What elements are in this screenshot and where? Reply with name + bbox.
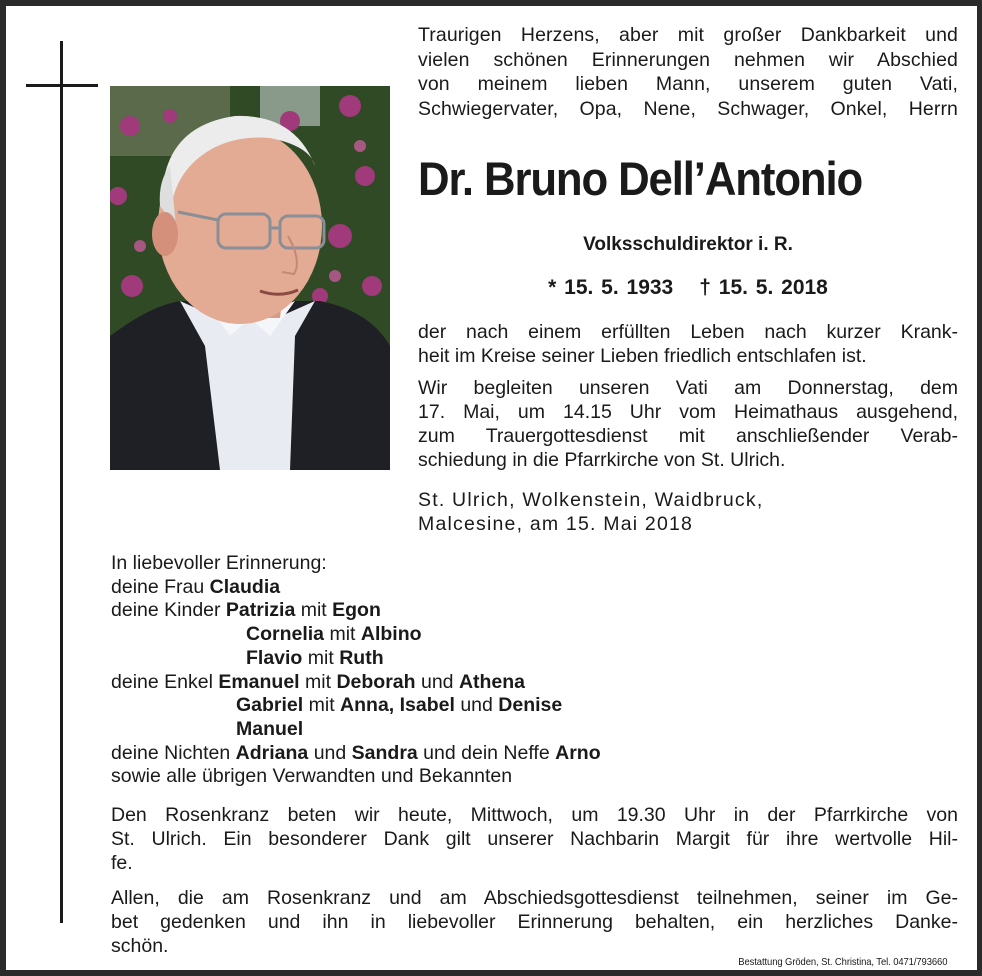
- mourner-children-2: [111, 623, 811, 647]
- mourner-grandchildren-3: [111, 718, 811, 742]
- mourner-name: Sandra: [351, 741, 418, 764]
- mourner-name: Gabriel: [236, 694, 304, 717]
- deceased-name: Dr. Bruno Dell’Antonio: [418, 152, 863, 205]
- paragraph-line: St. Ulrich, Wolkenstein, Waidbruck,: [418, 489, 764, 511]
- paragraph-line: Allen, die am Rosenkranz und am Abschiedsgottesdienst teilnehmen, seiner im Ge-: [111, 887, 958, 909]
- paragraph-line: Den Rosenkranz beten wir heute, Mittwoch, um 19.30 Uhr in der Pfarrkirche von: [111, 804, 958, 826]
- mourner-name: Athena: [458, 670, 526, 693]
- connector: und: [415, 670, 459, 693]
- mourner-name: Egon: [332, 599, 381, 622]
- paragraph-line: fe.: [111, 852, 133, 874]
- mourners-heading: In liebevoller Erinnerung:: [111, 552, 327, 574]
- birth-date: * 15. 5. 1933: [548, 276, 674, 299]
- relation-label: deine Kinder: [111, 599, 226, 622]
- relation-label: deine Enkel: [111, 670, 219, 693]
- mourner-grandchildren-2: [111, 694, 811, 718]
- portrait-illustration: [110, 86, 390, 470]
- mourner-nieces: [111, 742, 811, 766]
- deceased-role: Volksschuldirektor i. R.: [583, 234, 793, 255]
- paragraph-line: 17. Mai, um 14.15 Uhr vom Heimathaus ausgehend,: [418, 401, 958, 423]
- paragraph-line: Wir begleiten unseren Vati am Donnerstag, dem: [418, 377, 958, 399]
- mourner-name: Albino: [360, 623, 422, 646]
- death-date: † 15. 5. 2018: [699, 276, 828, 299]
- thanks-paragraph: [111, 886, 958, 958]
- connector: mit: [299, 670, 337, 693]
- passing-paragraph: [418, 320, 958, 368]
- connector: mit: [295, 599, 333, 622]
- intro-line: von meinem lieben Mann, unserem guten Vati,: [418, 73, 958, 95]
- rosary-paragraph: [111, 803, 958, 875]
- paragraph-line: St. Ulrich. Ein besonderer Dank gilt unserer Nachbarin Margit für ihre wertvolle Hil-: [111, 828, 958, 850]
- mourner-name: Cornelia: [246, 623, 325, 646]
- mourners-list: [111, 552, 811, 789]
- connector: und: [308, 741, 352, 764]
- paragraph-line: Malcesine, am 15. Mai 2018: [418, 513, 694, 535]
- relation-label: deine Nichten: [111, 741, 236, 764]
- intro-line: Schwiegervater, Opa, Nene, Schwager, Onkel, Herrn: [418, 97, 958, 120]
- funeral-home-credit: Bestattung Gröden, St. Christina, Tel. 0471/793660: [737, 956, 947, 968]
- mourner-name: Arno: [555, 741, 601, 764]
- mourner-name: Manuel: [236, 717, 304, 740]
- paragraph-line: heit im Kreise seiner Lieben friedlich entschlafen ist.: [418, 345, 867, 367]
- portrait-photo: [110, 86, 390, 470]
- paragraph-line: bet gedenken und ihn in liebevoller Erinnerung behalten, ein herzliches Danke-: [111, 911, 958, 933]
- funeral-paragraph: [418, 376, 958, 472]
- mourner-name: Flavio: [246, 646, 303, 669]
- paragraph-line: zum Trauergottesdienst mit anschließender Verab-: [418, 425, 958, 447]
- cross-icon: [60, 41, 63, 923]
- mourner-name: Deborah: [336, 670, 416, 693]
- relation-label: und dein Neffe: [417, 741, 556, 764]
- mourner-others: sowie alle übrigen Verwandten und Bekannten: [111, 765, 513, 788]
- mourner-name: Emanuel: [218, 670, 300, 693]
- mourner-grandchildren-1: [111, 671, 811, 695]
- paragraph-line: der nach einem erfüllten Leben nach kurzer Krank-: [418, 321, 958, 343]
- connector: mit: [303, 694, 341, 717]
- place-date-paragraph: [418, 488, 958, 536]
- mourner-name: Claudia: [209, 575, 281, 598]
- connector: und: [454, 694, 499, 717]
- cross-icon-bar: [26, 84, 98, 87]
- mourner-children-1: [111, 599, 811, 623]
- connector: mit: [302, 646, 340, 669]
- life-dates: [418, 274, 958, 302]
- paragraph-line: schön.: [111, 935, 169, 957]
- mourner-name: Denise: [498, 694, 563, 717]
- relation-label: deine Frau: [111, 575, 210, 598]
- mourner-children-3: [111, 647, 811, 671]
- intro-text: [418, 23, 958, 121]
- mourner-name: Anna, Isabel: [340, 694, 455, 717]
- mourner-name: Adriana: [235, 741, 309, 764]
- mourner-name: Patrizia: [225, 599, 296, 622]
- mourner-wife: [111, 576, 811, 600]
- intro-line: vielen schönen Erinnerungen nehmen wir Abschied: [418, 48, 958, 71]
- mourner-name: Ruth: [339, 646, 384, 669]
- intro-line: Traurigen Herzens, aber mit großer Dankbarkeit und: [418, 24, 958, 46]
- paragraph-line: schiedung in die Pfarrkirche von St. Ulrich.: [418, 449, 786, 471]
- connector: mit: [324, 623, 361, 646]
